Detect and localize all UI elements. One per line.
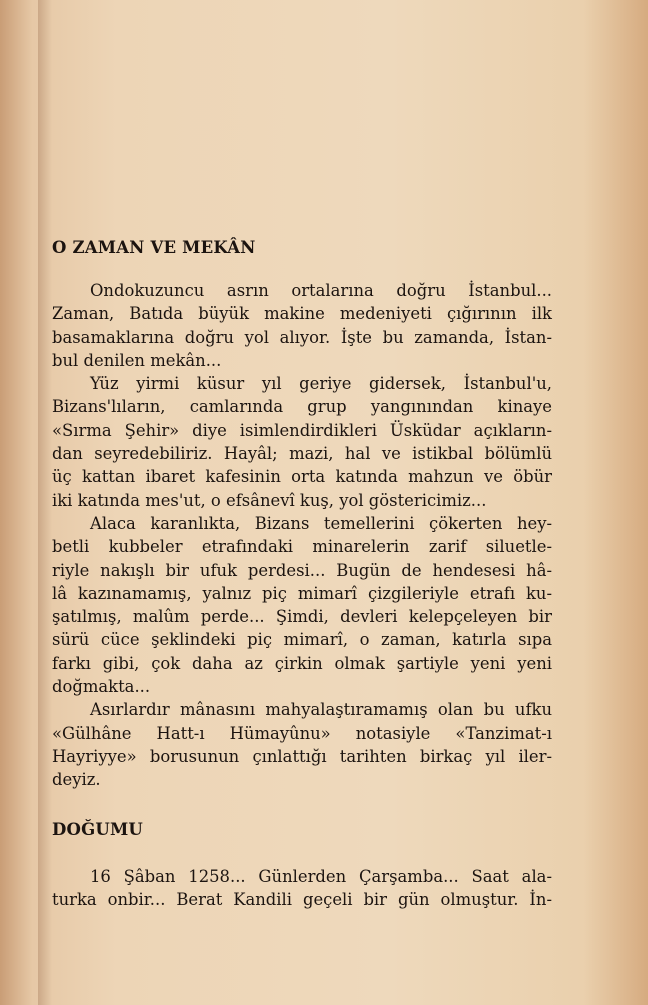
text-line: «Gülhâne Hatt-ı Hümayûnu» notasiyle «Tanzimat-ı	[52, 723, 552, 743]
text-line: üç kattan ibaret kafesinin orta katında mahzun ve öbür	[52, 467, 552, 487]
text-line: betli kubbeler etrafındaki minarelerin zarif siluetle-	[52, 537, 552, 557]
text-line: Bizans'lıların, camlarında grup yangınından kinaye	[52, 397, 552, 417]
page-fold-shadow	[38, 0, 52, 1005]
paragraph-3	[52, 512, 552, 698]
text-line: doğmakta...	[52, 677, 151, 697]
page-text	[52, 238, 552, 911]
text-line: Asırlardır mânasını mahyalaştıramamış olan bu ufku	[90, 700, 552, 720]
text-line: bul denilen mekân...	[52, 350, 222, 370]
paragraph-4	[52, 698, 552, 791]
text-line: Hayriyye» borusunun çınlattığı tarihten birkaç yıl iler-	[52, 746, 552, 766]
text-line: Alaca karanlıkta, Bizans temellerini çökerten hey-	[90, 513, 552, 533]
text-line: şatılmış, malûm perde... Şimdi, devleri kelepçeleyen bir	[52, 607, 552, 627]
paragraph-1	[52, 279, 552, 372]
text-line: riyle nakışlı bir ufuk perdesi... Bugün de hendesesi hâ-	[52, 560, 552, 580]
text-line: deyiz.	[52, 770, 101, 790]
text-line: iki katında mes'ut, o efsânevî kuş, yol göstericimiz...	[52, 490, 487, 510]
text-line: dan seyredebiliriz. Hayâl; mazi, hal ve istikbal bölümlü	[52, 444, 552, 464]
text-line: lâ kazınamamış, yalnız piç mimarî çizgileriyle etrafı ku-	[52, 583, 552, 603]
paragraph-2	[52, 372, 552, 512]
paragraph-5	[52, 865, 552, 912]
text-line: basamaklarına doğru yol alıyor. İşte bu zamanda, İstan-	[52, 327, 552, 347]
text-line: Yüz yirmi küsur yıl geriye gidersek, İstanbul'u,	[90, 374, 552, 394]
text-line: Ondokuzuncu asrın ortalarına doğru İstanbul...	[90, 281, 552, 300]
text-line: turka onbir... Berat Kandili geçeli bir gün olmuştur. İn-	[52, 889, 552, 909]
text-line: farkı gibi, çok daha az çirkin olmak şartiyle yeni yeni	[52, 653, 552, 673]
text-line: 16 Şâban 1258... Günlerden Çarşamba... Saat ala-	[90, 866, 552, 886]
text-line: «Sırma Şehir» diye isimlendirdikleri Üsküdar açıkların-	[52, 420, 552, 440]
text-line: sürü cüce şeklindeki piç mimarî, o zaman, katırla sıpa	[52, 630, 552, 650]
section-heading-dogumu: DOĞUMU	[52, 819, 144, 839]
section-heading-zaman-ve-mekan: O ZAMAN VE MEKÂN	[52, 238, 256, 257]
text-line: Zaman, Batıda büyük makine medeniyeti çığırının ilk	[52, 304, 552, 324]
